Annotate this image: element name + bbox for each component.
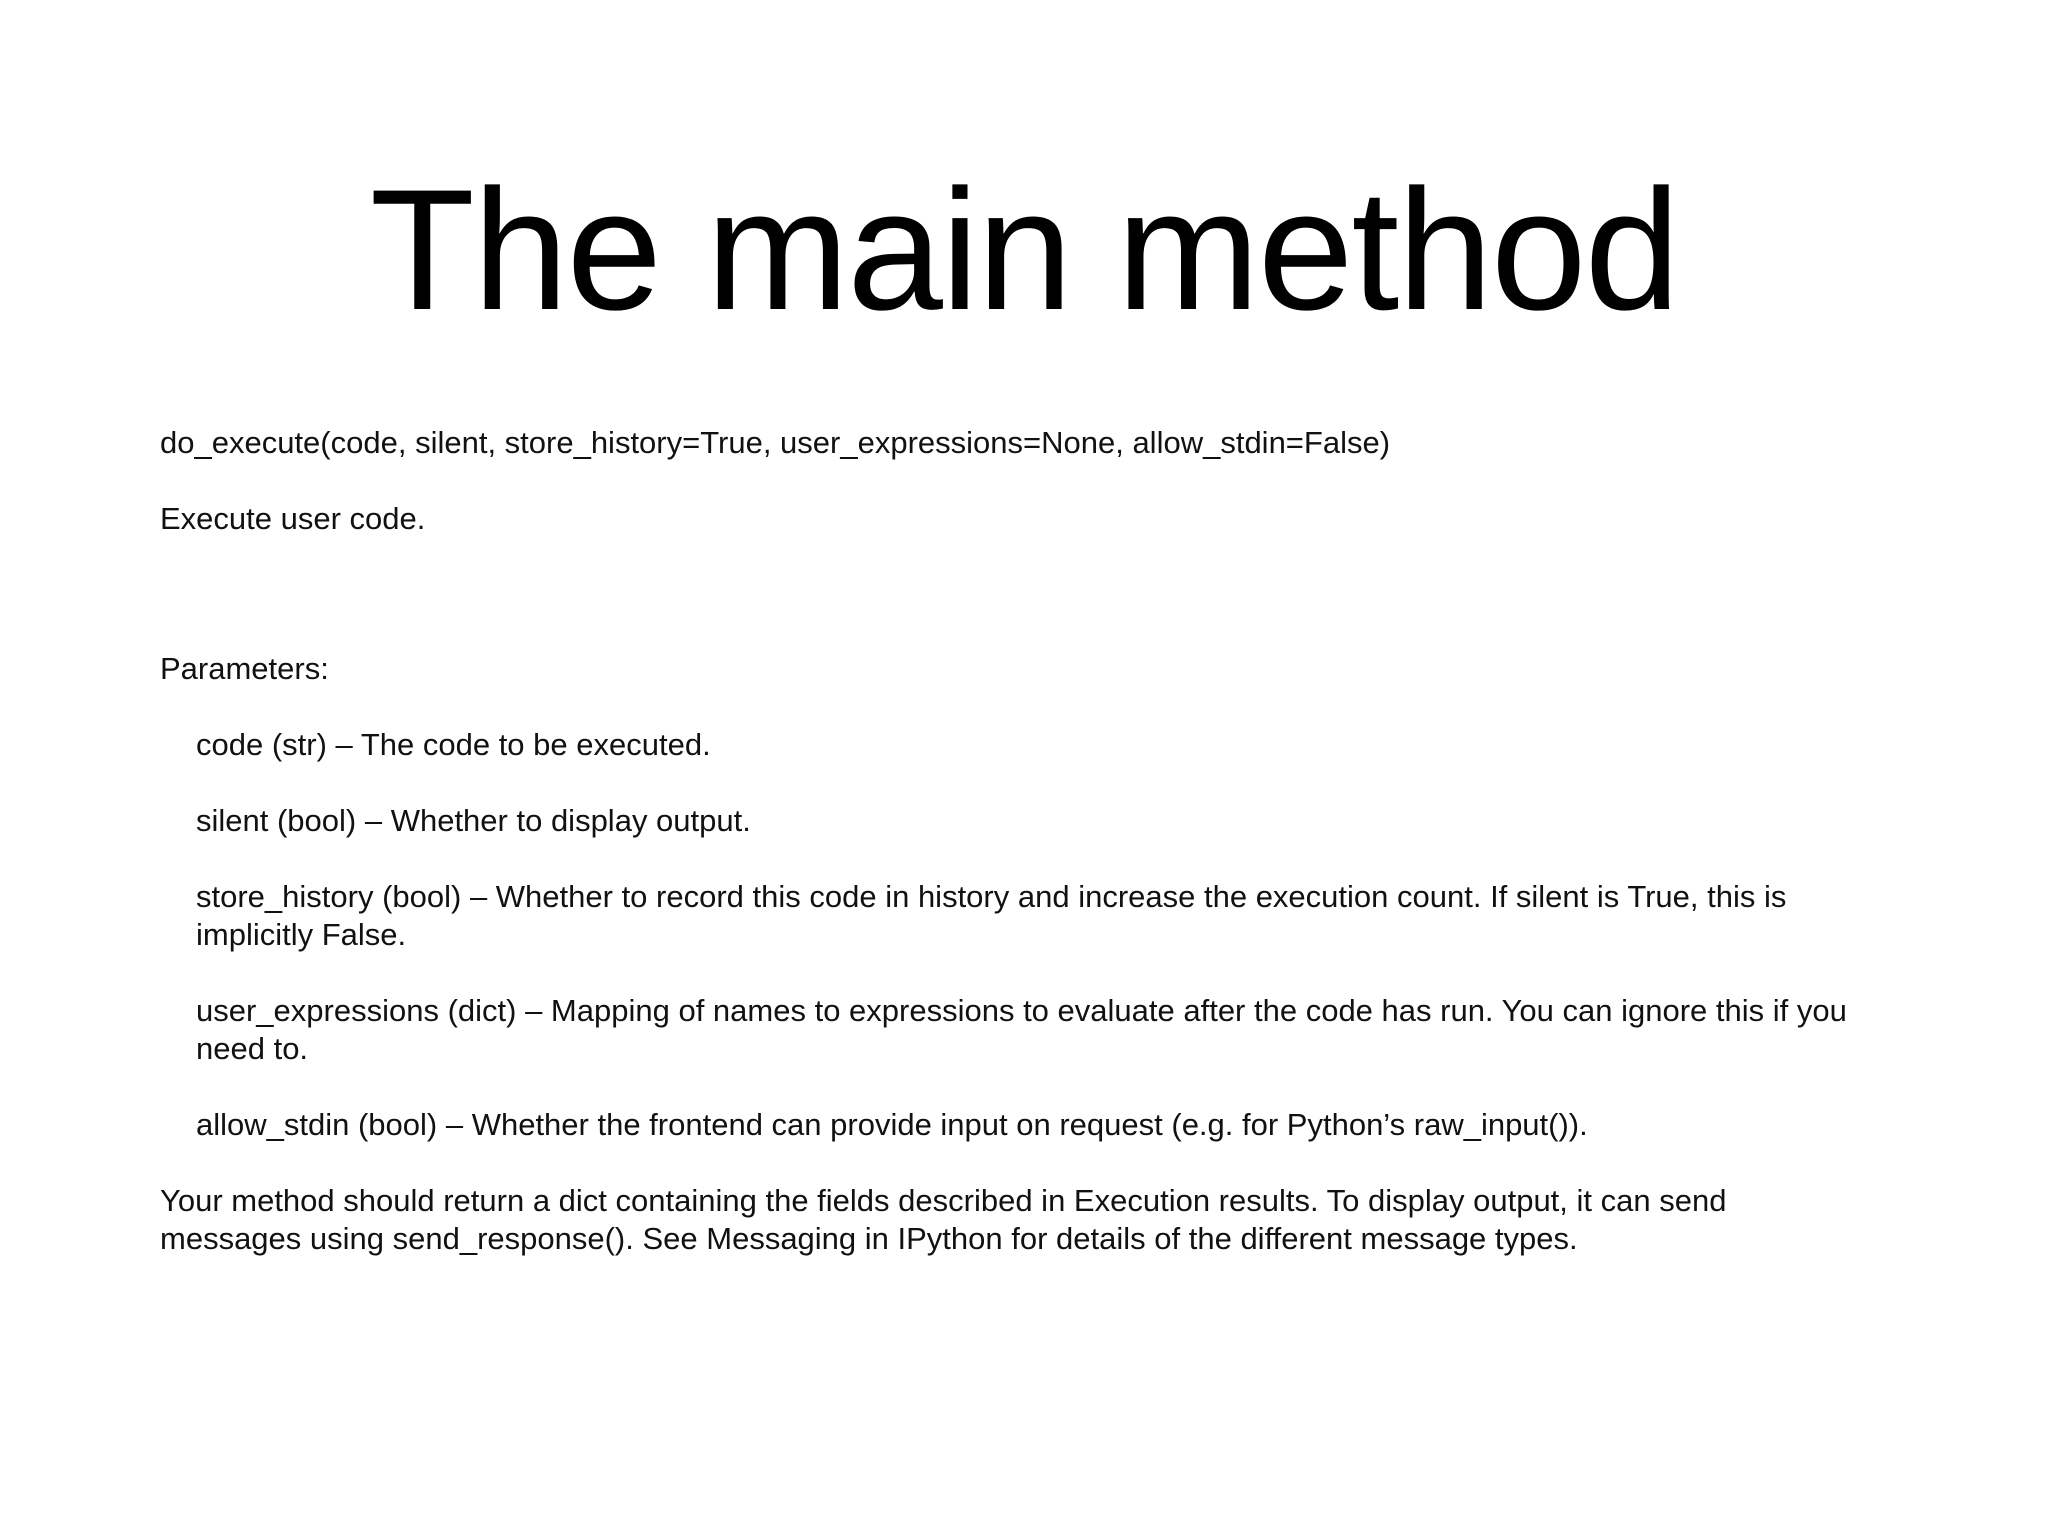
parameter-store-history: store_history (bool) – Whether to record this code in history and increase the execution count. If silent is True, this is implicitly False.: [196, 879, 1787, 952]
parameter-allow-stdin: allow_stdin (bool) – Whether the frontend can provide input on request (e.g. for Python’s raw_input()).: [196, 1107, 1588, 1142]
return-note: Your method should return a dict containing the fields described in Execution results. To display output, it can send messages using send_response(). See Messaging in IPython for details of the different message types.: [160, 1183, 1727, 1256]
parameter-code: code (str) – The code to be executed.: [196, 727, 711, 762]
slide-title: The main method: [369, 154, 1679, 346]
method-signature: do_execute(code, silent, store_history=True, user_expressions=None, allow_stdin=False): [160, 425, 1391, 460]
slide-body: [160, 424, 1920, 1289]
parameter-user-expressions: user_expressions (dict) – Mapping of names to expressions to evaluate after the code has run. You can ignore this if you need to.: [196, 993, 1847, 1066]
parameters-heading: Parameters:: [160, 651, 329, 686]
method-summary: Execute user code.: [160, 501, 426, 536]
parameter-silent: silent (bool) – Whether to display output.: [196, 803, 751, 838]
